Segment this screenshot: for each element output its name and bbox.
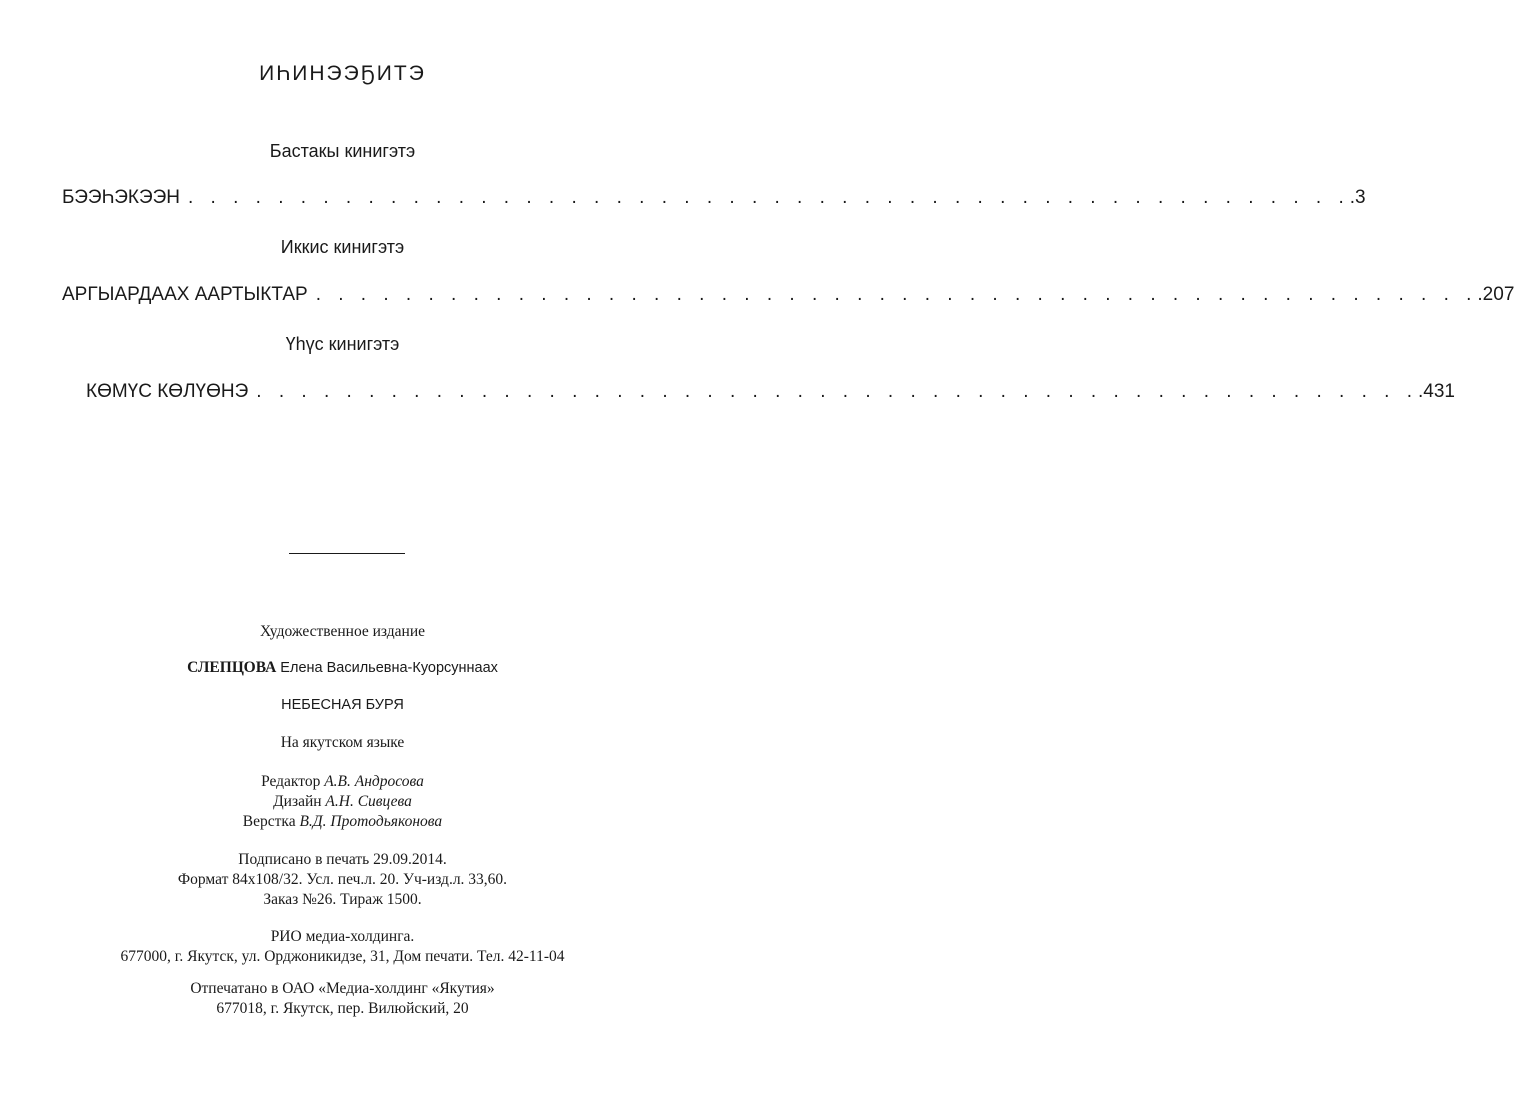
author-surname: СЛЕПЦОВА xyxy=(187,659,277,676)
toc-page-number: .3 xyxy=(1349,187,1366,208)
language-note: На якутском языке xyxy=(280,734,405,751)
toc-entry-title: КӨМҮС КӨЛҮӨНЭ xyxy=(86,381,249,402)
edition-type: Художественное издание xyxy=(259,623,426,640)
publisher-line: 677000, г. Якутск, ул. Орджоникидзе, 31, Дом печати. Тел. 42-11-04 xyxy=(120,948,565,965)
author-line xyxy=(0,658,685,678)
author-name: Елена Васильевна-Куорсуннаах xyxy=(276,660,498,676)
toc-page-number: .207 xyxy=(1477,284,1514,305)
print-info-line: Заказ №26. Тираж 1500. xyxy=(263,891,422,908)
toc-leader-dots: . . . . . . . . . . . . . . . . . . . . . . . . . . . . . . . . . . . . . . . . . . . . . . . . . . . . xyxy=(188,187,1350,208)
print-info-line: Подписано в печать 29.09.2014. xyxy=(238,851,447,868)
toc-leader-dots: . . . . . . . . . . . . . . . . . . . . . . . . . . . . . . . . . . . . . . . . . . . . . . . . . . . . xyxy=(256,381,1418,402)
publisher-block xyxy=(0,927,685,967)
credit-editor: Редактор А.В. Андросова xyxy=(261,773,424,790)
toc-entry-1[interactable] xyxy=(62,187,1366,209)
toc-page-number: .431 xyxy=(1418,381,1455,402)
printer-line: 677018, г. Якутск, пер. Вилюйский, 20 xyxy=(216,1000,469,1017)
book-2-heading: Иккис кинигэтэ xyxy=(280,237,405,257)
toc-entry-3[interactable] xyxy=(62,381,1455,403)
toc-entry-title: БЭЭҺЭКЭЭН xyxy=(62,187,180,208)
toc-leader-dots: . . . . . . . . . . . . . . . . . . . . . . . . . . . . . . . . . . . . . . . . . . . . . . . . . . . . xyxy=(315,284,1478,305)
book-1-heading: Бастакы кинигэтэ xyxy=(269,141,416,161)
publisher-line: РИО медиа-холдинга. xyxy=(270,928,415,945)
credits-block xyxy=(0,772,685,832)
toc-entry-2[interactable] xyxy=(62,284,1514,306)
credit-layout: Верстка В.Д. Протодьяконова xyxy=(242,813,443,830)
separator-line xyxy=(289,553,405,554)
contents-title: ИҺИНЭЭҔИТЭ xyxy=(259,62,426,85)
credit-design: Дизайн А.Н. Сивцева xyxy=(273,793,412,810)
printer-line: Отпечатано в ОАО «Медиа-холдинг «Якутия» xyxy=(190,980,495,997)
print-info-block xyxy=(0,850,685,910)
book-3-heading: Үһүс кинигэтэ xyxy=(285,334,400,354)
toc-entry-title: АРГЫАРДААХ ААРТЫКТАР xyxy=(62,284,308,305)
print-info-line: Формат 84x108/32. Усл. печ.л. 20. Уч-изд.л. 33,60. xyxy=(177,871,508,888)
book-title: НЕБЕСНАЯ БУРЯ xyxy=(281,697,404,713)
printer-block xyxy=(0,979,685,1019)
